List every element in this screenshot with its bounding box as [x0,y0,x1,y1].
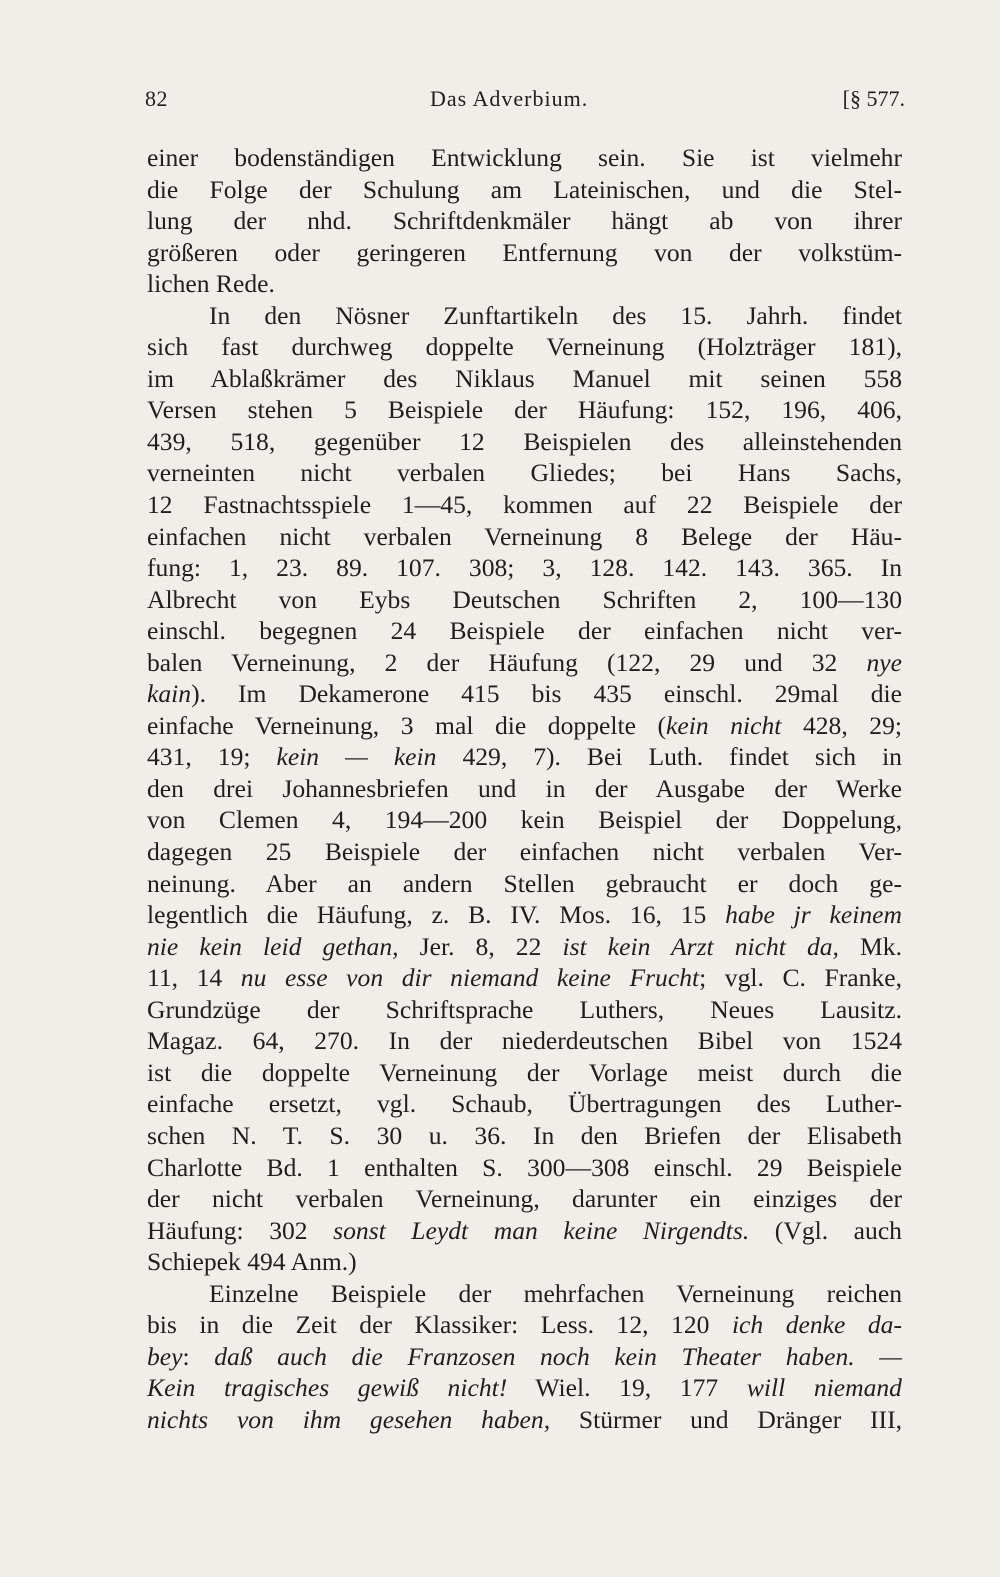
running-title: Das Adverbium. [430,86,589,111]
text-line: In den Nösner Zunftartikeln des 15. Jahrh. findet [209,300,902,330]
text-line: Einzelne Beispiele der mehrfachen Verneinung reichen [209,1278,902,1308]
text-line: 12 Fastnachtsspiele 1—45, kommen auf 22 Beispiele der [147,490,902,520]
text-line: einer bodenständigen Entwicklung sein. Sie ist vielmehr [147,143,902,172]
text-line: der nicht verbalen Verneinung, darunter ein einziges der [147,1184,902,1214]
text-line: Albrecht von Eybs Deutschen Schriften 2, 100—130 [147,584,902,614]
page-number: 82 [145,86,168,111]
text-line: 431, 19; kein — kein 429, 7). Bei Luth. findet sich in [147,742,902,772]
text-line: fung: 1, 23. 89. 107. 308; 3, 128. 142. 143. 365. In [147,553,902,583]
running-header [145,86,905,120]
text-line: größeren oder geringeren Entfernung von der volkstüm- [147,237,902,267]
text-line: Grundzüge der Schriftsprache Luthers, Neues Lausitz. [147,994,902,1024]
text-line: lichen Rede. [147,269,275,299]
text-line: einfache ersetzt, vgl. Schaub, Übertragungen des Luther- [147,1089,902,1119]
text-line: dagegen 25 Beispiele der einfachen nicht verbalen Ver- [147,837,902,867]
text-line: den drei Johannesbriefen und in der Ausgabe der Werke [147,773,902,803]
text-line: einfachen nicht verbalen Verneinung 8 Belege der Häu- [147,521,902,551]
text-line: Charlotte Bd. 1 enthalten S. 300—308 einschl. 29 Beispiele [147,1152,902,1182]
text-line: nie kein leid gethan, Jer. 8, 22 ist kein Arzt nicht da, Mk. [147,931,902,961]
text-line: im Ablaßkrämer des Niklaus Manuel mit seinen 558 [147,363,902,393]
text-line: ist die doppelte Verneinung der Vorlage meist durch die [147,1057,902,1087]
text-line: einschl. begegnen 24 Beispiele der einfachen nicht ver- [147,616,902,646]
text-line: 439, 518, gegenüber 12 Beispielen des alleinstehenden [147,426,902,456]
body-text [147,142,902,1435]
text-line: Schiepek 494 Anm.) [147,1247,357,1277]
text-line: kain). Im Dekamerone 415 bis 435 einschl. 29mal die [147,679,902,709]
text-line: Magaz. 64, 270. In der niederdeutschen Bibel von 1524 [147,1026,902,1056]
text-line: einfache Verneinung, 3 mal die doppelte (kein nicht 428, 29; [147,710,902,740]
text-line: nichts von ihm gesehen haben, Stürmer und Dränger III, [147,1404,903,1434]
text-line: bey: daß auch die Franzosen noch kein Theater haben. — [147,1341,902,1371]
text-line: Kein tragisches gewiß nicht! Wiel. 19, 177 will niemand [147,1373,902,1403]
text-line: die Folge der Schulung am Lateinischen, und die Stel- [147,174,902,204]
text-line: Versen stehen 5 Beispiele der Häufung: 152, 196, 406, [147,395,902,425]
text-line: lung der nhd. Schriftdenkmäler hängt ab von ihrer [147,206,902,236]
text-line: Häufung: 302 sonst Leydt man keine Nirgendts. (Vgl. auch [147,1215,902,1245]
text-line: verneinten nicht verbalen Gliedes; bei Hans Sachs, [147,458,902,488]
text-line: 11, 14 nu esse von dir niemand keine Frucht; vgl. C. Franke, [147,963,902,993]
section-marker: [§ 577. [842,86,905,111]
text-line: legentlich die Häufung, z. B. IV. Mos. 16, 15 habe jr keinem [147,900,902,930]
text-line: von Clemen 4, 194—200 kein Beispiel der Doppelung, [147,805,902,835]
text-line: bis in die Zeit der Klassiker: Less. 12, 120 ich denke da- [147,1310,902,1340]
text-line: schen N. T. S. 30 u. 36. In den Briefen der Elisabeth [147,1120,902,1150]
text-line: balen Verneinung, 2 der Häufung (122, 29 und 32 nye [147,647,902,677]
text-line: neinung. Aber an andern Stellen gebraucht er doch ge- [147,868,902,898]
text-line: sich fast durchweg doppelte Verneinung (Holzträger 181), [147,332,902,362]
